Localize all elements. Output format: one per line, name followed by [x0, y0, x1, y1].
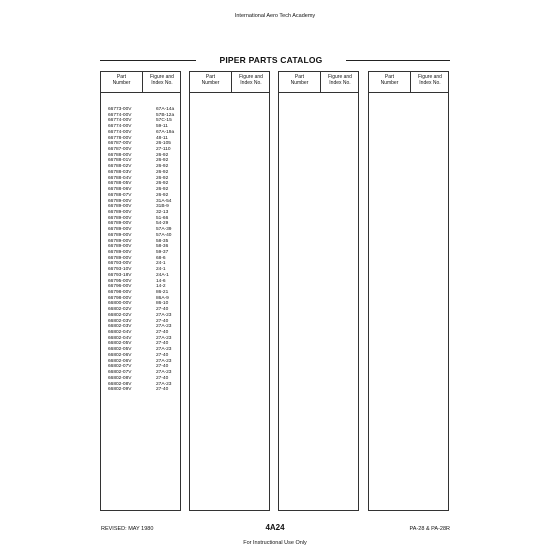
figure-index: 14-6: [156, 278, 166, 284]
part-number: 66802-08V: [108, 381, 132, 387]
figure-index-header: Figure and Index No.: [239, 74, 263, 86]
instructional-note: For Instructional Use Only: [243, 540, 307, 546]
figure-index: 67A-14a: [156, 107, 175, 112]
part-number: 66788-06V: [108, 187, 132, 193]
column-header: [369, 72, 448, 93]
figure-index: 26-92: [156, 187, 169, 193]
column-header: [279, 72, 358, 93]
title-rule-right: [346, 60, 450, 61]
part-number: 66802-06V: [108, 358, 132, 364]
part-number: 66802-05V: [108, 341, 132, 347]
part-number: 66788-07V: [108, 192, 132, 198]
part-number-header: Part Number: [112, 74, 131, 86]
part-number: 66798-00V: [108, 290, 132, 295]
part-number: 66802-02V: [108, 312, 132, 318]
figure-index: 57B-12a: [156, 112, 175, 118]
part-number: 66789-00V: [108, 215, 132, 221]
figure-index: 27-40: [156, 375, 169, 381]
figure-index: 86A-9: [156, 295, 169, 301]
figure-index: 31A-54: [156, 198, 172, 204]
figure-index: 27-40: [156, 364, 169, 370]
parts-column-2: [189, 71, 270, 511]
part-number: 66793-10V: [108, 267, 132, 273]
figure-index: 26-92: [156, 192, 169, 198]
figure-index-header: Figure and Index No.: [418, 74, 442, 86]
part-number: 66788-01V: [108, 158, 132, 164]
figure-index: 86-10: [156, 301, 169, 307]
part-number: 66789-00V: [108, 209, 132, 215]
figure-index: 57A-39: [156, 227, 172, 233]
part-number: 66774-00V: [108, 118, 132, 124]
figure-index: 27-40: [156, 318, 169, 324]
part-number: 66774-00V: [108, 129, 132, 135]
figure-index: 27-40: [156, 307, 169, 313]
figure-index: 54-29: [156, 221, 169, 227]
figure-index: 26-92: [156, 175, 169, 181]
figure-index: 27A-23: [156, 324, 172, 330]
figure-index: 58-35: [156, 238, 169, 244]
figure-index-header: Figure and Index No.: [328, 74, 352, 86]
column-header: [101, 72, 180, 93]
part-number: 66788-05V: [108, 181, 132, 187]
part-number: 66788-00V: [108, 152, 132, 158]
page-code: 4A24: [265, 523, 285, 532]
part-number: 66789-00V: [108, 244, 132, 250]
catalog-title: PIPER PARTS CATALOG: [219, 55, 323, 65]
part-number: 66802-04V: [108, 330, 132, 336]
part-number: 66795-00V: [108, 278, 132, 284]
part-number: 66802-03V: [108, 324, 132, 330]
figure-index: 27-110: [156, 147, 171, 153]
part-number: 66789-00V: [108, 232, 132, 238]
figure-index: 26-92: [156, 158, 169, 164]
figure-index: 31B-9: [156, 204, 169, 210]
part-number: 66773-00V: [108, 107, 132, 112]
part-number: 66802-08V: [108, 375, 132, 381]
figure-index: 86-21: [156, 290, 169, 295]
part-number: 66789-00V: [108, 238, 132, 244]
figure-index: 24A-1: [156, 272, 169, 278]
figure-index: 27-40: [156, 341, 169, 347]
part-number: 66787-00V: [108, 141, 132, 147]
part-number: 66800-00V: [108, 301, 132, 307]
figure-index: 48-11: [156, 135, 168, 141]
part-number: 66802-02V: [108, 307, 132, 313]
part-number: 66778-00V: [108, 135, 132, 141]
catalog-title-row: [100, 55, 450, 65]
figure-index: 57C-15: [156, 118, 172, 124]
parts-column-4: [368, 71, 449, 511]
figure-index: 27-40: [156, 387, 169, 393]
part-number: 66802-07V: [108, 370, 132, 376]
figure-index: 27-40: [156, 330, 169, 336]
figure-index: 58-36: [156, 244, 169, 250]
part-number-header: Part Number: [201, 74, 220, 86]
figure-index: 27A-23: [156, 312, 172, 318]
part-number: 66787-00V: [108, 147, 132, 153]
part-number-header: Part Number: [290, 74, 309, 86]
figure-index: 59-37: [156, 249, 169, 255]
part-number: 66789-00V: [108, 255, 132, 261]
part-number: 66789-00V: [108, 198, 132, 204]
part-number: 66774-00V: [108, 112, 132, 118]
figure-index: 27A-23: [156, 335, 172, 341]
figure-index: 27A-23: [156, 381, 172, 387]
part-number: 66788-03V: [108, 169, 132, 175]
part-number: 66789-00V: [108, 204, 132, 210]
part-number: 66802-04V: [108, 335, 132, 341]
figure-index: 26-92: [156, 169, 169, 175]
aircraft-models: PA-28 & PA-28R: [409, 526, 450, 532]
part-number: 66788-02V: [108, 164, 132, 170]
parts-column-1: [100, 71, 181, 511]
part-number: 66789-00V: [108, 249, 132, 255]
figure-index: 59-11: [156, 124, 168, 130]
figure-index: 57A-40: [156, 232, 172, 238]
figure-index: 24-1: [156, 267, 166, 273]
figure-index: 26-105: [156, 141, 171, 147]
figure-index-header: Figure and Index No.: [150, 74, 174, 86]
part-number: 66802-03V: [108, 318, 132, 324]
figure-index: 68-6: [156, 255, 166, 261]
part-number: 66789-00V: [108, 227, 132, 233]
part-number: 66798-00V: [108, 295, 132, 301]
part-number-header: Part Number: [380, 74, 399, 86]
figure-index: 32-13: [156, 209, 169, 215]
figure-index: 14-2: [156, 284, 166, 290]
title-rule-left: [100, 60, 196, 61]
figure-index: 67A-19a: [156, 129, 175, 135]
figure-index: 51-66: [156, 215, 169, 221]
part-number: 66793-00V: [108, 261, 132, 267]
table-row: [101, 387, 180, 393]
column-header: [190, 72, 269, 93]
part-number: 66774-00V: [108, 124, 132, 130]
part-number: 66802-06V: [108, 352, 132, 358]
part-number: 66793-18V: [108, 272, 132, 278]
figure-index: 26-92: [156, 181, 169, 187]
academy-header: International Aero Tech Academy: [234, 13, 316, 19]
part-number: 66802-07V: [108, 364, 132, 370]
parts-list: [101, 107, 180, 393]
figure-index: 26-92: [156, 164, 169, 170]
figure-index: 27A-23: [156, 358, 172, 364]
figure-index: 27-40: [156, 352, 169, 358]
figure-index: 26-92: [156, 152, 169, 158]
part-number: 66802-09V: [108, 387, 132, 393]
parts-column-3: [278, 71, 359, 511]
part-number: 66789-00V: [108, 221, 132, 227]
figure-index: 24-1: [156, 261, 166, 267]
part-number: 66796-00V: [108, 284, 132, 290]
figure-index: 27A-23: [156, 370, 172, 376]
part-number: 66802-05V: [108, 347, 132, 353]
part-number: 66788-04V: [108, 175, 132, 181]
figure-index: 27A-23: [156, 347, 172, 353]
revised-date: REVISED: MAY 1980: [101, 526, 154, 532]
